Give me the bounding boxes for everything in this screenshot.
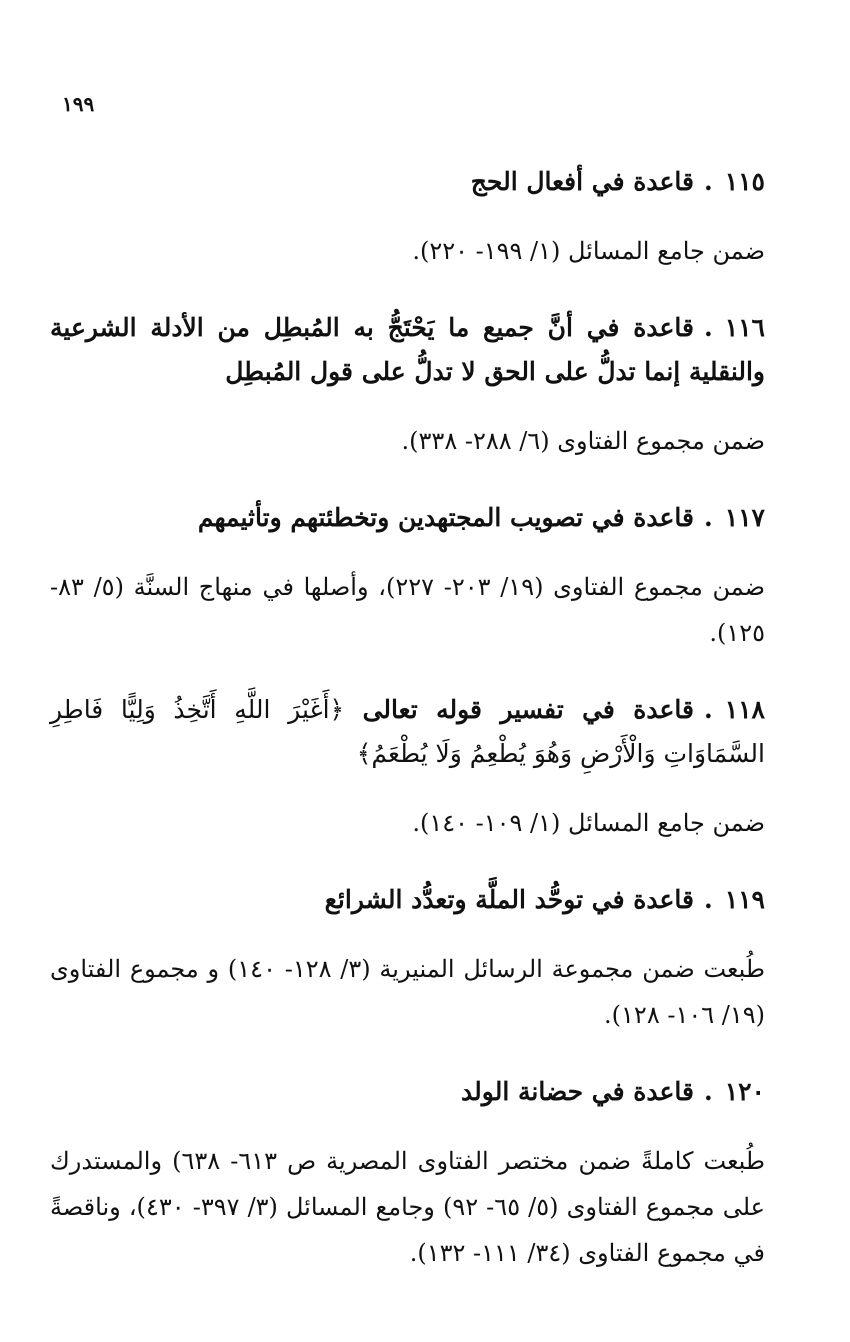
- entry-number: ١١٥: [724, 167, 765, 196]
- entry-120: [50, 1070, 765, 1276]
- entry-115: [50, 160, 765, 274]
- entry-title: [50, 688, 765, 776]
- entry-body: ضمن مجموع الفتاوى (٦/ ٢٨٨- ٣٣٨).: [401, 427, 765, 455]
- entry-title: [50, 878, 765, 922]
- entry-title-text: قاعدة في حضانة الولد: [461, 1077, 694, 1106]
- page-number: ١٩٩: [62, 92, 95, 116]
- entry-body: ضمن مجموع الفتاوى (١٩/ ٢٠٣- ٢٢٧)، وأصلها في منهاج السنَّة (٥/ ٨٣- ١٢٥).: [50, 573, 766, 647]
- entry-body: طُبعت ضمن مجموعة الرسائل المنيرية (٣/ ١٢٨- ١٤٠) و مجموع الفتاوى (١٩/ ١٠٦- ١٢٨).: [50, 955, 765, 1029]
- entry-title: [50, 496, 765, 540]
- entry-title-text: قاعدة في أنَّ جميع ما يَحْتَجُّ به المُبطِل من الأدلة الشرعية والنقلية إنما تدلُّ على الحق لا تدلُّ على قول المُبطِل: [50, 313, 765, 386]
- entry-118: [50, 688, 765, 846]
- entry-117: [50, 496, 765, 656]
- entry-116: [50, 306, 765, 464]
- entry-separator: .: [703, 1077, 713, 1106]
- entry-title: [50, 1070, 765, 1114]
- entry-title: [50, 160, 765, 204]
- entry-body: ضمن جامع المسائل (١/ ١٠٩- ١٤٠).: [412, 809, 765, 837]
- entry-separator: .: [703, 695, 713, 724]
- entry-separator: .: [703, 313, 713, 342]
- entry-119: [50, 878, 765, 1038]
- entry-number: ١١٧: [724, 503, 765, 532]
- entry-title-text: قاعدة في توحُّد الملَّة وتعدُّد الشرائع: [324, 885, 694, 914]
- entry-title-text: قاعدة في تفسير قوله تعالى: [362, 695, 694, 724]
- entry-separator: .: [703, 885, 713, 914]
- page-content: [50, 160, 765, 1308]
- entry-number: ١١٦: [724, 313, 765, 342]
- entry-number: ١١٨: [724, 695, 765, 724]
- entry-title-text: قاعدة في أفعال الحج: [470, 167, 694, 196]
- entry-title-text: قاعدة في تصويب المجتهدين وتخطئتهم وتأثيمهم: [197, 503, 694, 532]
- entry-number: ١١٩: [724, 885, 765, 914]
- entry-number: ١٢٠: [724, 1077, 765, 1106]
- entry-body: طُبعت كاملةً ضمن مختصر الفتاوى المصرية ص ٦١٣- ٦٣٨) والمستدرك على مجموع الفتاوى (٥/ ٦٥- ٩٢) وجامع المسائل (٣/ ٣٩٧- ٤٣٠)، وناقصةً في مجموع الفتاوى (٣٤/ ١١١- ١٣٢).: [50, 1147, 766, 1267]
- entry-separator: .: [703, 167, 713, 196]
- entry-body: ضمن جامع المسائل (١/ ١٩٩- ٢٢٠).: [412, 237, 765, 265]
- entry-separator: .: [703, 503, 713, 532]
- quran-verse: ﴿أَغَيْرَ اللَّهِ أَتَّخِذُ وَلِيًّا فَاطِرِ السَّمَاوَاتِ وَالْأَرْضِ وَهُوَ يُطْعِمُ وَلَا يُطْعَمُ﴾: [50, 695, 765, 768]
- entry-title: [50, 306, 765, 394]
